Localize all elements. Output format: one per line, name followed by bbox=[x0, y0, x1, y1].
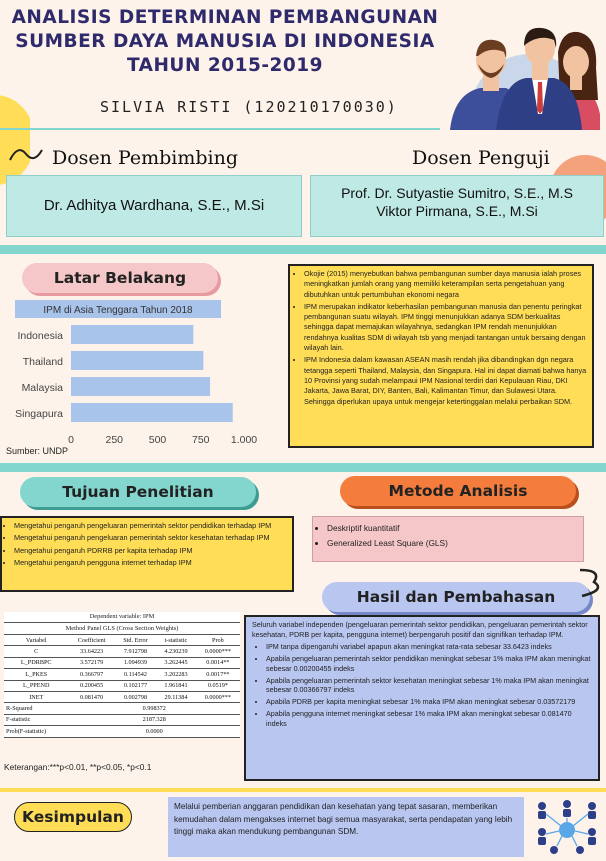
kesimpulan-label: Kesimpulan bbox=[22, 808, 124, 826]
hasil-bullet-3: • Apabila pengeluaran pemerintah sektor kesehatan meningkat sebesar 1% maka IPM akan meningkat sebesar 0.00366797 indeks bbox=[266, 676, 594, 696]
chart-category-labels bbox=[15, 330, 63, 420]
section-divider-1 bbox=[0, 245, 606, 254]
cell: 0.0017** bbox=[196, 669, 240, 680]
chart-bar-thailand bbox=[71, 351, 203, 370]
latar-bullet-3: • IPM Indonesia dalam kawasan ASEAN masih rendah jika dibandingkan dgn negara tetangga seperti Thailand, Malaysia, dan Singapura. Hal ini dapat diamati bahwa hanya 10 Provinsi yang sudah melampaui IPM Nasional terdiri dari Kepulauan Riau, DKI Jakarta, Jawa Barat, DIY, Banten, Bali, Kalimantan Timur, dan Sulawesi Utara. Sehingga diperlukan upaya untuk mengejar ketertinggalan melalui perbaikan SDM. bbox=[304, 355, 587, 406]
examiner-name-2: Viktor Pirmana, S.E., M.Si bbox=[376, 203, 538, 219]
chart-tick-label: 750 bbox=[191, 434, 210, 446]
kesimpulan-text: Melalui pemberian anggaran pendidikan dan kesehatan yang tepat sasaran, memberikan kemudahan dalam mengakses internet bagi semua masyarakat, serta pendapatan yang lebih tinggi maka akan mendukung pembangunan SDM. bbox=[174, 802, 513, 837]
cell: 0.102177 bbox=[115, 680, 156, 691]
metode-list bbox=[315, 522, 577, 550]
table-row bbox=[4, 669, 240, 680]
cell: 0.114542 bbox=[115, 669, 156, 680]
table-row bbox=[4, 657, 240, 668]
decorative-swirl bbox=[572, 564, 606, 600]
latar-bullet-1: • Okojie (2015) menyebutkan bahwa pembangunan sumber daya manusia ialah proses meningkatkan jumlah orang yang memiliki keterampilan serta pengetahuan yang dibutuhkan untuk pertumbuhan ekonomi negara bbox=[304, 269, 587, 300]
chart-bar-indonesia bbox=[71, 325, 193, 344]
poster-title bbox=[10, 6, 440, 78]
regression-table bbox=[4, 634, 240, 738]
regression-method: Method Panel GLS (Cross Section Weights) bbox=[4, 622, 240, 634]
tujuan-heading bbox=[20, 477, 256, 507]
title-line-2: SUMBER DAYA MANUSIA DI INDONESIA bbox=[15, 31, 435, 52]
table-row bbox=[4, 646, 240, 657]
decorative-squiggle bbox=[8, 140, 48, 166]
cell: 1.961841 bbox=[156, 680, 196, 691]
tujuan-bullet-4: • Mengetahui pengaruh pengguna internet terhadap IPM bbox=[14, 558, 288, 568]
col-header: t-statistic bbox=[156, 635, 196, 646]
chart-bar-malaysia bbox=[71, 377, 210, 396]
tujuan-bullet-3: • Mengetahui pengaruh PDRRB per kapita terhadap IPM bbox=[14, 546, 288, 556]
hasil-list bbox=[252, 642, 594, 729]
kesimpulan-box bbox=[168, 797, 524, 857]
chart-tick-label: 500 bbox=[148, 434, 167, 446]
chart-tick-labels bbox=[68, 434, 257, 446]
latar-belakang-box bbox=[288, 264, 594, 448]
people-network-icon bbox=[532, 798, 602, 860]
cell: C bbox=[4, 646, 68, 657]
author-name: SILVIA RISTI (120210170030) bbox=[100, 98, 398, 116]
tujuan-bullet-2: • Mengetahui pengaruh pengeluaran pemerintah sektor kesehatan terhadap IPM bbox=[14, 533, 288, 543]
cell: Prob(F-statistic) bbox=[4, 726, 68, 737]
cell: 2187.328 bbox=[68, 714, 240, 725]
col-header: Variabel bbox=[4, 635, 68, 646]
tujuan-list bbox=[2, 521, 288, 568]
tujuan-label: Tujuan Penelitian bbox=[62, 483, 214, 501]
chart-category-label: Malaysia bbox=[21, 382, 63, 394]
regression-header-row bbox=[4, 635, 240, 646]
examiner-box bbox=[310, 175, 604, 237]
ipm-chart bbox=[0, 298, 282, 460]
cell: L_PDRBPC bbox=[4, 657, 68, 668]
stat-row bbox=[4, 703, 240, 714]
cell: 0.002798 bbox=[115, 691, 156, 702]
examiner-name-1: Prof. Dr. Sutyastie Sumitro, S.E., M.S bbox=[341, 185, 573, 201]
cell: 3.572179 bbox=[68, 657, 114, 668]
latar-belakang-list bbox=[292, 269, 587, 407]
table-row bbox=[4, 680, 240, 691]
cell: 29.11384 bbox=[156, 691, 196, 702]
metode-heading bbox=[340, 476, 576, 506]
kesimpulan-heading bbox=[14, 802, 132, 832]
cell: 3.262445 bbox=[156, 657, 196, 668]
author-underline bbox=[0, 128, 440, 130]
cell: R-Squared bbox=[4, 703, 68, 714]
cell: 0.200455 bbox=[68, 680, 114, 691]
section-divider-2 bbox=[0, 463, 606, 472]
cell: 0.366797 bbox=[68, 669, 114, 680]
col-header: Prob bbox=[196, 635, 240, 646]
section-divider-3 bbox=[0, 788, 606, 792]
col-header: Coefficient bbox=[68, 635, 114, 646]
stat-row bbox=[4, 726, 240, 737]
cell: INET bbox=[4, 691, 68, 702]
latar-bullet-2: • IPM merupakan indikator keberhasilan pembangunan manusia dan penentu peringkat pembangunan suatu wilayah. IPM tinggi menunjukkan adanya SDM berkualitas sehingga dapat memajukan wilayahnya, sedangkan IPM rendah menunjukkan rendahnya kualitas SDM di wilayah tsb yang menjadi tantangan untuk bersaing dengan wilayah lain. bbox=[304, 302, 587, 353]
table-row bbox=[4, 691, 240, 702]
cell: 0.0519* bbox=[196, 680, 240, 691]
chart-category-label: Indonesia bbox=[17, 330, 63, 342]
chart-tick-label: 1.000 bbox=[230, 434, 258, 446]
hasil-intro: Seluruh variabel independen (pengeluaran pemerintah sektor pendidikan, pengeluaran pemerintah sektor kesehatan, PDRB per kapita, pengguna internet) berpengaruh positif dan signifikan terhadap IPM. bbox=[252, 620, 588, 639]
cell: 7.912798 bbox=[115, 646, 156, 657]
hasil-bullet-4: • Apabila PDRB per kapita meningkat sebesar 1% maka IPM akan meningkat sebesar 0.03572179 bbox=[266, 697, 594, 707]
title-line-3: TAHUN 2015-2019 bbox=[126, 55, 324, 76]
tujuan-bullet-1: • Mengetahui pengaruh pengeluaran pemerintah sektor pendidikan terhadap IPM bbox=[14, 521, 288, 531]
title-line-1: ANALISIS DETERMINAN PEMBANGUNAN bbox=[11, 7, 439, 28]
metode-box bbox=[312, 516, 584, 562]
cell: 0.0014** bbox=[196, 657, 240, 668]
supervisor-box bbox=[6, 175, 302, 237]
chart-source: Sumber: UNDP bbox=[6, 446, 69, 456]
hasil-label: Hasil dan Pembahasan bbox=[356, 588, 556, 606]
cell: 0.0000*** bbox=[196, 691, 240, 702]
hasil-box bbox=[244, 615, 600, 781]
chart-category-label: Singapura bbox=[15, 408, 63, 420]
metode-bullet-2: • Generalized Least Square (GLS) bbox=[327, 537, 577, 550]
cell: L_PPEND bbox=[4, 680, 68, 691]
cell: 33.64223 bbox=[68, 646, 114, 657]
latar-belakang-label: Latar Belakang bbox=[53, 269, 187, 287]
chart-bar-singapura bbox=[71, 403, 233, 422]
business-people-illustration bbox=[450, 22, 600, 130]
cell: L_PKES bbox=[4, 669, 68, 680]
regression-table-wrap bbox=[4, 612, 240, 738]
cell: 0.0000 bbox=[68, 726, 240, 737]
hasil-heading bbox=[322, 582, 590, 612]
examiner-heading: Dosen Penguji bbox=[412, 147, 550, 169]
chart-tick-label: 0 bbox=[68, 434, 74, 446]
chart-bars bbox=[71, 325, 233, 422]
regression-note: Keterangan:***p<0.01, **p<0.05, *p<0.1 bbox=[4, 762, 152, 772]
hasil-bullet-5: • Apabila pengguna internet meningkat sebesar 1% maka IPM akan meningkat sebesar 0.081470 indeks bbox=[266, 709, 594, 729]
chart-category-label: Thailand bbox=[22, 356, 63, 368]
cell: 0.998372 bbox=[68, 703, 240, 714]
cell: F-statistic bbox=[4, 714, 68, 725]
cell: 4.230239 bbox=[156, 646, 196, 657]
cell: 0.0000*** bbox=[196, 646, 240, 657]
cell: 3.202283 bbox=[156, 669, 196, 680]
regression-dependent: Dependent variable: IPM bbox=[89, 613, 155, 620]
hasil-bullet-1: • IPM tanpa dipengaruhi variabel apapun akan meningkat rata-rata sebesar 33.6423 indeks bbox=[266, 642, 594, 652]
tujuan-box bbox=[0, 516, 294, 592]
cell: 0.081470 bbox=[68, 691, 114, 702]
col-header: Std. Error bbox=[115, 635, 156, 646]
cell: 1.094939 bbox=[115, 657, 156, 668]
supervisor-name: Dr. Adhitya Wardhana, S.E., M.Si bbox=[43, 197, 265, 214]
metode-bullet-1: • Deskriptif kuantitatif bbox=[327, 522, 577, 535]
chart-title: IPM di Asia Tenggara Tahun 2018 bbox=[43, 305, 193, 316]
metode-label: Metode Analisis bbox=[388, 482, 528, 500]
stat-row bbox=[4, 714, 240, 725]
latar-belakang-heading bbox=[22, 263, 218, 293]
hasil-bullet-2: • Apabila pengeluaran pemerintah sektor pendidikan meningkat sebesar 1% maka IPM akan meningkat sebesar 0.00200455 indeks bbox=[266, 654, 594, 674]
chart-tick-label: 250 bbox=[105, 434, 124, 446]
supervisor-heading: Dosen Pembimbing bbox=[52, 147, 239, 169]
